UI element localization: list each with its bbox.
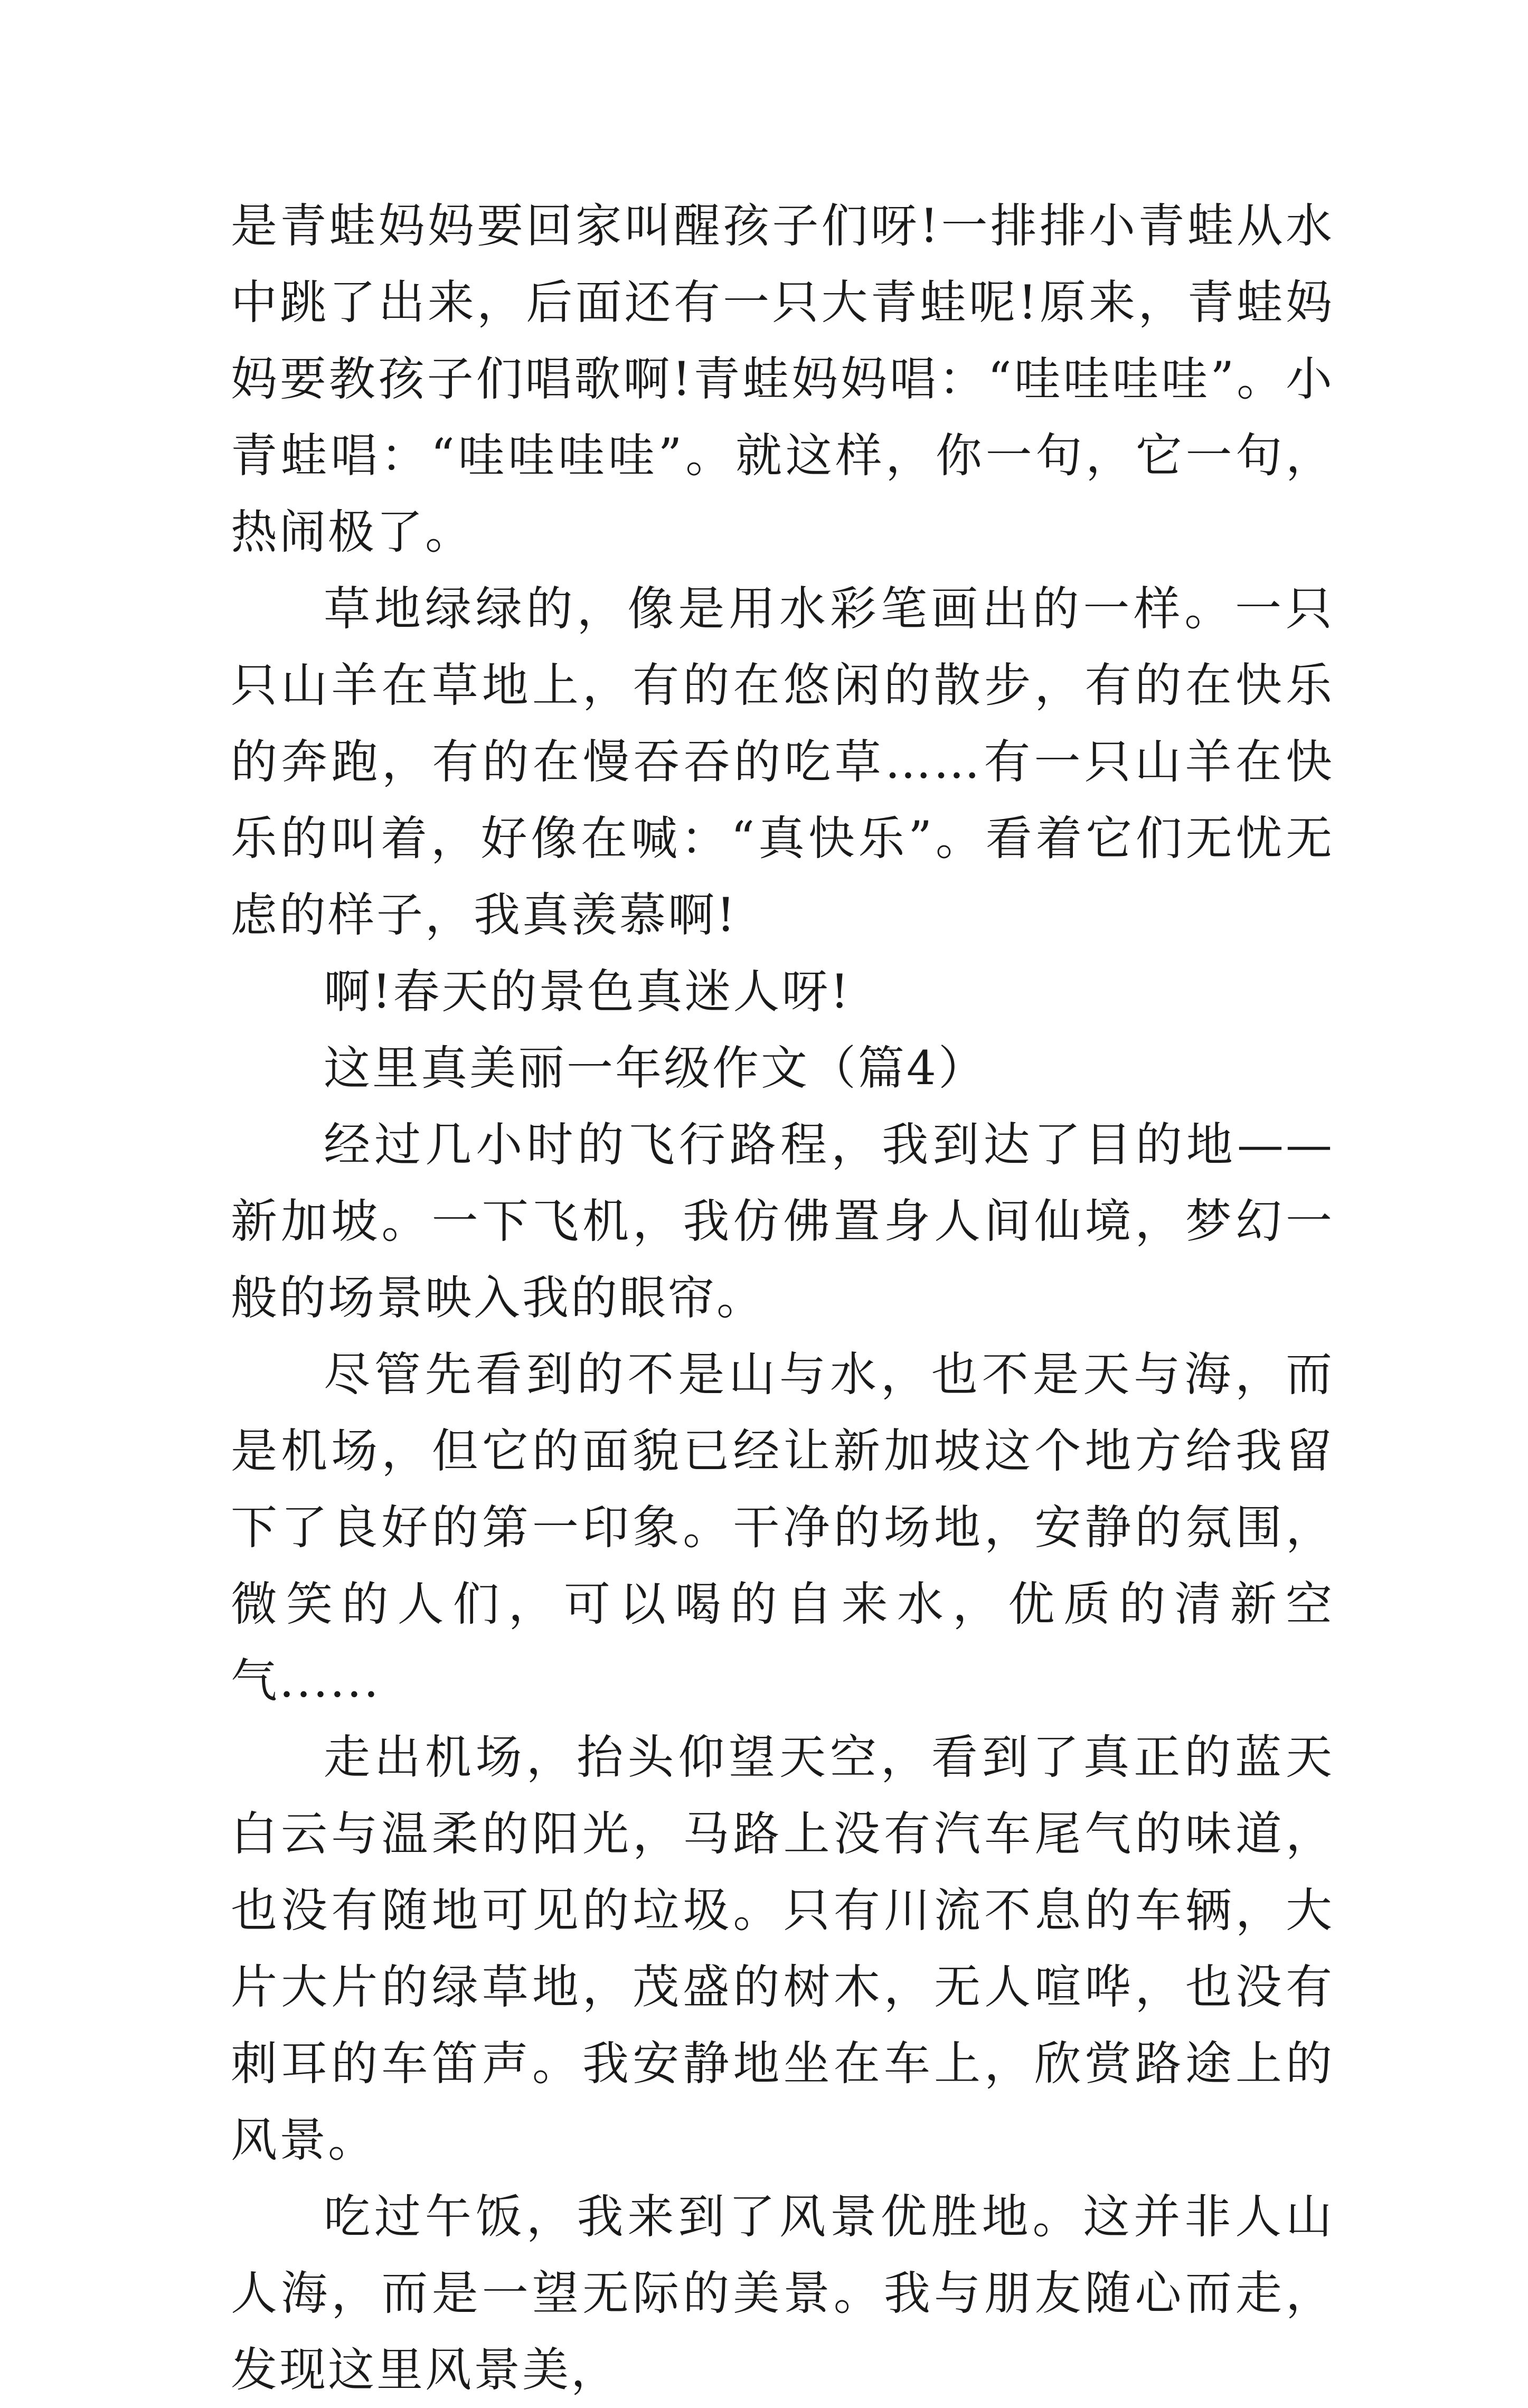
essay-heading: 这里真美丽一年级作文（篇4）: [324, 1041, 987, 1095]
paragraph-spring-exclamation: 啊!春天的景色真迷人呀!: [324, 964, 851, 1019]
paragraph-sky: 走出机场，抬头仰望天空，看到了真正的蓝天白云与温柔的阳光，马路上没有汽车尾气的味道，也没有随地可见的垃圾。只有川流不息的车辆，大片大片的绿草地，茂盛的树木，无人喧哗，也没有刺耳的车笛声。我安静地坐在车上，欣赏路途上的风景。: [231, 1730, 1334, 2167]
paragraph-arrival: 经过几小时的飞行路程，我到达了目的地——新加坡。一下飞机，我仿佛置身人间仙境，梦幻一般的场景映入我的眼帘。: [231, 1117, 1334, 1325]
paragraph-scenic-spot: 吃过午饭，我来到了风景优胜地。这并非人山人海，而是一望无际的美景。我与朋友随心而走，发现这里风景美，: [231, 2189, 1334, 2397]
paragraph-continued: 是青蛙妈妈要回家叫醒孩子们呀!一排排小青蛙从水中跳了出来，后面还有一只大青蛙呢!原来，青蛙妈妈要教孩子们唱歌啊!青蛙妈妈唱：“哇哇哇哇”。小青蛙唱：“哇哇哇哇”。就这样，你一句，它一句，热闹极了。: [231, 199, 1334, 559]
paragraph-grassland: 草地绿绿的，像是用水彩笔画出的一样。一只只山羊在草地上，有的在悠闲的散步，有的在快乐的奔跑，有的在慢吞吞的吃草……有一只山羊在快乐的叫着，好像在喊：“真快乐”。看着它们无忧无虑的样子，我真羡慕啊!: [231, 581, 1334, 942]
essay-body: [231, 187, 1334, 2408]
paragraph-airport: 尽管先看到的不是山与水，也不是天与海，而是机场，但它的面貌已经让新加坡这个地方给我留下了良好的第一印象。干净的场地，安静的氛围，微笑的人们，可以喝的自来水，优质的清新空气......: [231, 1347, 1334, 1708]
